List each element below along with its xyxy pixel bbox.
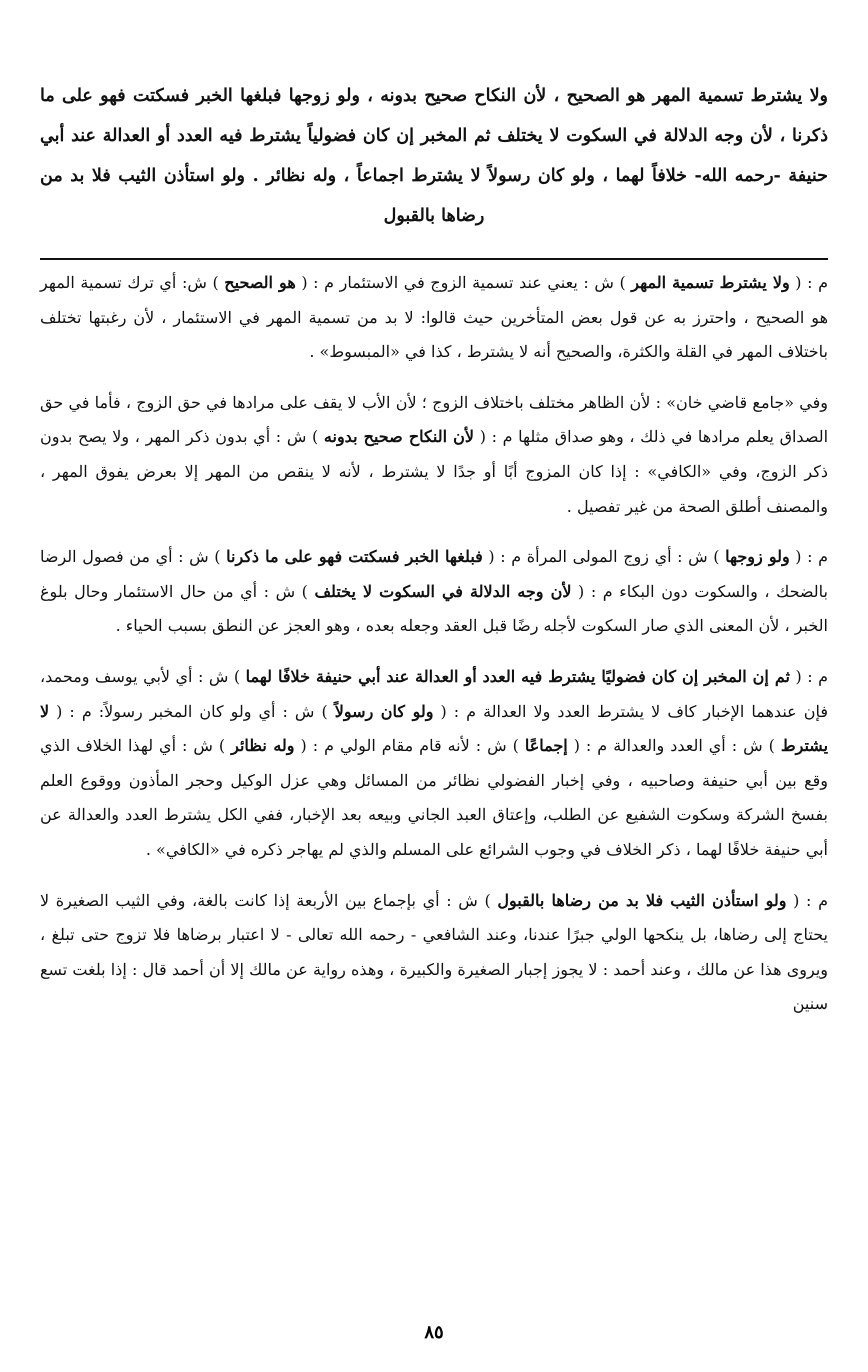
commentary-paragraph-5 (40, 884, 828, 1022)
quoted-matn: ولو استأذن الثيب فلا بد من رضاها بالقبول (497, 890, 787, 910)
text-span: ) ش: أي ترك تسمية المهر هو الصحيح ، واحترز به عن قول بعض المتأخرين حيث قالوا: لا بد من تسمية المهر في الاستئمار ، لأن رغبتها تختلف باختلاف المهر في القلة والكثرة، والصحيح أنه لا يشترط ، كذا في «المبسوط» . (40, 273, 828, 362)
quoted-matn: لا يشترط (40, 701, 829, 756)
page-number: ٨٥ (424, 1322, 444, 1343)
text-span: ) ش : أي العدد والعدالة م : ( (567, 736, 781, 756)
quoted-matn: فبلغها الخبر فسكتت فهو على ما ذكرنا (226, 547, 483, 567)
text-span: ) ش : أي زوج المولى المرأة م : ( (482, 547, 726, 567)
quoted-matn: لأن النكاح صحيح بدونه (323, 427, 475, 447)
text-span: ) ش : يعني عند تسمية الزوج في الاستئمار م : ( (295, 273, 632, 292)
quoted-matn: ولا يشترط تسمية المهر (631, 273, 790, 292)
text-span: ) ش : لأنه قام مقام الولي م : ( (294, 736, 525, 756)
quoted-matn: وله نظائر (231, 736, 295, 756)
text-span: ) ش : أي بإجماع بين الأربعة إذا كانت بالغة، وفي الثيب الصغيرة لا يحتاج إلى رضاها، بل ينكحها الولي جبرًا عندنا، وعند الشافعي - رحمه الله تعالى - لا اعتبار برضاها فلا تزوج حتى تبلغ ، ويروى هذا عن مالك ، وعند أحمد : لا يجوز إجبار الصغيرة والكبيرة ، وهذه رواية عن مالك إلا أن أحمد قال : إذا بلغت تسع سنين (40, 890, 829, 1014)
quoted-matn: هو الصحيح (224, 273, 296, 292)
matn-text: ولا يشترط تسمية المهر هو الصحيح ، لأن النكاح صحيح بدونه ، ولو زوجها فبلغها الخبر فسكتت فهو على ما ذكرنا ، لأن وجه الدلالة في السكوت لا يختلف ثم المخبر إن كان فضولياً يشترط فيه العدد أو العدالة عند أبي حنيفة -رحمه الله- خلافاً لهما ، ولو كان رسولاً لا يشترط اجماعاً ، وله نظائر . ولو استأذن الثيب فلا بد من رضاها بالقبول (40, 86, 828, 226)
text-span: م : ( (789, 547, 829, 567)
quoted-matn: ولو كان رسولاً (334, 701, 434, 721)
quoted-matn: ولو زوجها (725, 547, 790, 567)
text-span: ) ش : أي بدون ذكر المهر ، ولا يصح بدون ذكر الزوج، وفي «الكافي» : إذا كان المزوج أبًا أو جدًا لا يشترط ، لأنه لا ينقص من المهر إلا بعرض يفوق المهر ، والمصنف أطلق الصحة من غير تفصيل . (40, 427, 829, 516)
text-span: م : ( (786, 890, 828, 910)
quoted-matn: إجماعًا (524, 736, 568, 756)
text-span: ) ش : أي ولو كان المخبر رسولاً: م : ( (49, 701, 335, 721)
text-span: م : ( (789, 666, 829, 686)
separator-rule (40, 258, 828, 260)
text-span: م : ( (789, 273, 829, 292)
commentary-paragraph-2 (40, 386, 828, 524)
text-span: ) ش : أي من حال الاستئمار وحال بلوغ الخبر ، لأن المعنى الذي صار السكوت لأجله رضًا قبل العقد وجعله بعده ، وهو العجز عن النطق بسبب الحياء . (40, 581, 828, 636)
text-span: ) ش : أي من فصول الرضا بالضحك ، والسكوت دون البكاء م : ( (40, 547, 829, 601)
text-span: وفي «جامع قاضي خان» : لأن الظاهر مختلف باختلاف الزوج ؛ لأن الأب لا يقف على مرادها في حق الزوج ، فأما في حق الصداق يعلم مرادها في ذلك ، وهو صداق مثلها م : ( (40, 392, 829, 447)
quoted-matn: ثم إن المخبر إن كان فضوليًا يشترط فيه العدد أو العدالة عند أبي حنيفة خلافًا لهما (245, 666, 790, 686)
commentary-paragraph-4 (40, 660, 828, 868)
text-span: ) ش : أي لهذا الخلاف الذي وقع بين أبي حنيفة وصاحبيه ، وفي إخبار الفضولي نظائر من المسائل وهي عزل الوكيل وحجر المأذون ووقوع العلم بفسخ الشركة وسكوت الشفيع عن الطلب، وإعتاق العبد الجاني وبيعه بعد الإخبار، ففي الكل يشترط العدد والعدالة عن أبي حنيفة خلافًا لهما ، ذكر الخلاف في وجوب الشرائع على المسلم والذي لم يهاجر ذكره في «الكافي» . (40, 736, 828, 859)
commentary-paragraph-3 (40, 540, 828, 644)
text-span: ) ش : أي لأبي يوسف ومحمد، فإن عندهما الإخبار كاف لا يشترط العدد ولا العدالة م : ( (40, 666, 828, 721)
quoted-matn: لأن وجه الدلالة في السكوت لا يختلف (314, 581, 572, 601)
commentary-paragraph-1 (40, 266, 828, 370)
